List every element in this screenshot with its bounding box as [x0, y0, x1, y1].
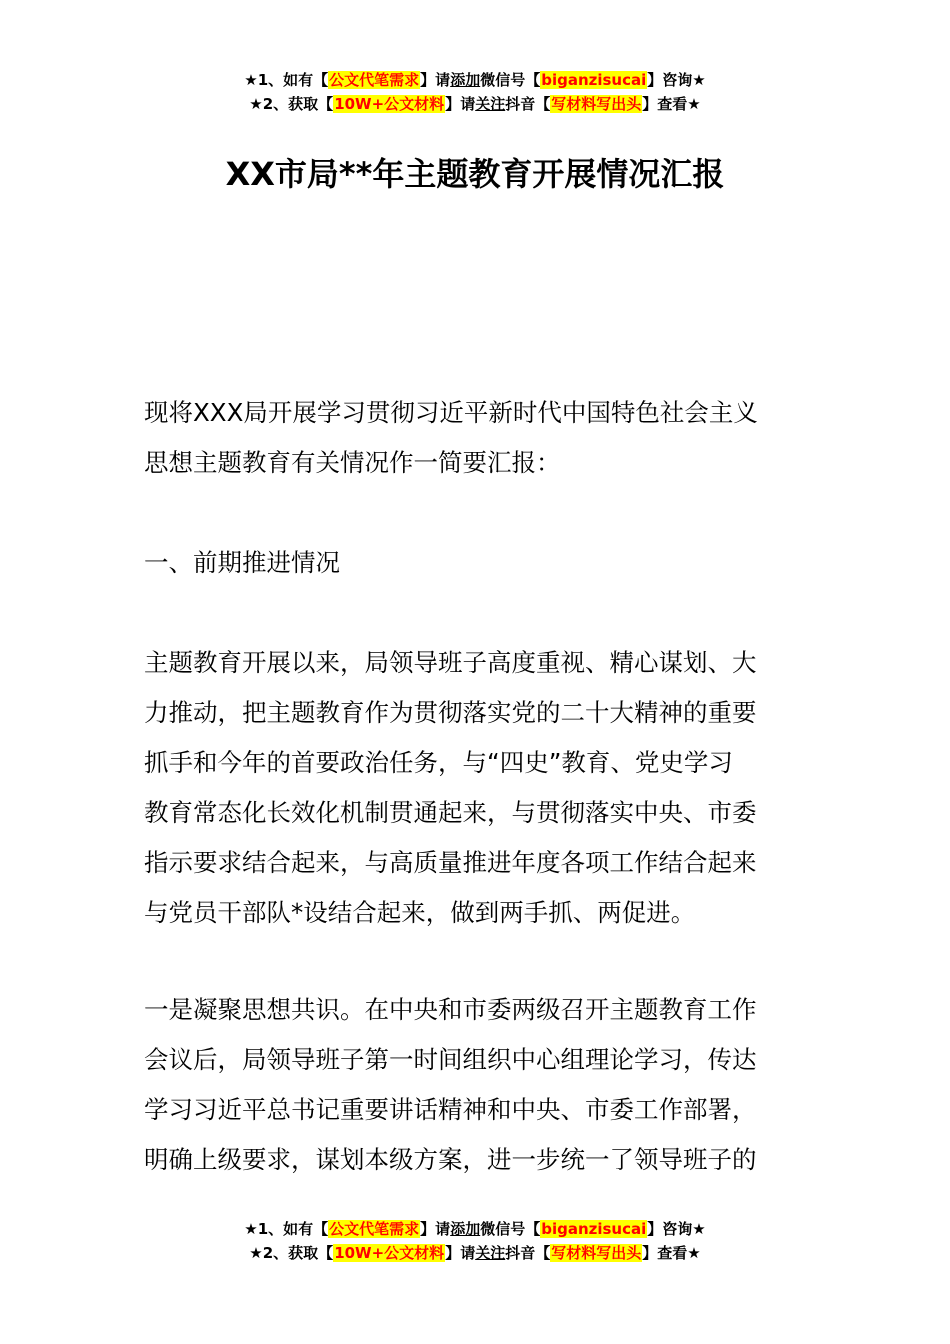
banner-line1-underlined: 添加 [450, 1220, 481, 1238]
banner-line2-highlight-2: 写材料写出头 [551, 95, 642, 113]
text-line: 思想主题教育有关情况作一简要汇报： [144, 448, 561, 477]
banner-line2-suffix: 】查看★ [642, 95, 701, 113]
banner-line1-highlight-2: biganzisucai [541, 1220, 647, 1238]
text-line: 教育常态化长效化机制贯通起来，与贯彻落实中央、市委 [144, 798, 757, 827]
banner-line-1 [0, 1217, 950, 1241]
intro-paragraph [144, 388, 809, 488]
document-title: XX市局**年主题教育开展情况汇报 [225, 155, 725, 193]
text-line: 力推动，把主题教育作为贯彻落实党的二十大精神的重要 [144, 698, 757, 727]
banner-line1-suffix: 】咨询★ [647, 71, 706, 89]
text-line: 会议后，局领导班子第一时间组织中心组理论学习，传达 [144, 1045, 757, 1074]
text-line: 现将XXX局开展学习贯彻习近平新时代中国特色社会主义 [144, 398, 758, 427]
banner-line1-prefix: ★1、如有【 [244, 71, 329, 89]
text-line: 学习习近平总书记重要讲话精神和中央、市委工作部署， [144, 1095, 757, 1124]
banner-line2-prefix: ★2、获取【 [249, 95, 334, 113]
bottom-banner [0, 1217, 950, 1265]
text-line: 抓手和今年的首要政治任务，与“四史”教育、党史学习 [144, 748, 733, 777]
banner-line2-mid-2: 抖音【 [505, 95, 551, 113]
banner-line-2 [0, 1241, 950, 1265]
banner-line2-highlight-1: 10W+公文材料 [334, 1244, 445, 1262]
banner-line2-underlined: 关注 [475, 1244, 506, 1262]
banner-line-2 [0, 92, 950, 116]
banner-line1-highlight-1: 公文代笔需求 [329, 1220, 420, 1238]
banner-line2-highlight-2: 写材料写出头 [551, 1244, 642, 1262]
banner-line1-highlight-2: biganzisucai [541, 71, 647, 89]
banner-line2-underlined: 关注 [475, 95, 506, 113]
banner-line1-prefix: ★1、如有【 [244, 1220, 329, 1238]
section-heading [144, 538, 809, 588]
section-heading-text: 一、前期推进情况 [144, 548, 340, 577]
banner-line2-suffix: 】查看★ [642, 1244, 701, 1262]
banner-line1-highlight-1: 公文代笔需求 [329, 71, 420, 89]
banner-line-1 [0, 68, 950, 92]
banner-line1-mid-2: 微信号【 [480, 1220, 541, 1238]
banner-line2-highlight-1: 10W+公文材料 [334, 95, 445, 113]
banner-line1-mid-1: 】请 [420, 71, 451, 89]
banner-line2-prefix: ★2、获取【 [249, 1244, 334, 1262]
banner-line2-mid-1: 】请 [445, 1244, 476, 1262]
banner-line1-mid-2: 微信号【 [480, 71, 541, 89]
banner-line1-suffix: 】咨询★ [647, 1220, 706, 1238]
point-one-paragraph [144, 985, 809, 1185]
text-line: 明确上级要求，谋划本级方案，进一步统一了领导班子的 [144, 1145, 757, 1174]
banner-line2-mid-1: 】请 [445, 95, 476, 113]
banner-line1-mid-1: 】请 [420, 1220, 451, 1238]
text-line: 与党员干部队*设结合起来，做到两手抓、两促进。 [144, 898, 696, 927]
top-banner [0, 68, 950, 116]
banner-line1-underlined: 添加 [450, 71, 481, 89]
banner-line2-mid-2: 抖音【 [505, 1244, 551, 1262]
main-paragraph [144, 638, 809, 938]
text-line: 指示要求结合起来，与高质量推进年度各项工作结合起来 [144, 848, 757, 877]
text-line: 主题教育开展以来，局领导班子高度重视、精心谋划、大 [144, 648, 757, 677]
text-line: 一是凝聚思想共识。在中央和市委两级召开主题教育工作 [144, 995, 757, 1024]
